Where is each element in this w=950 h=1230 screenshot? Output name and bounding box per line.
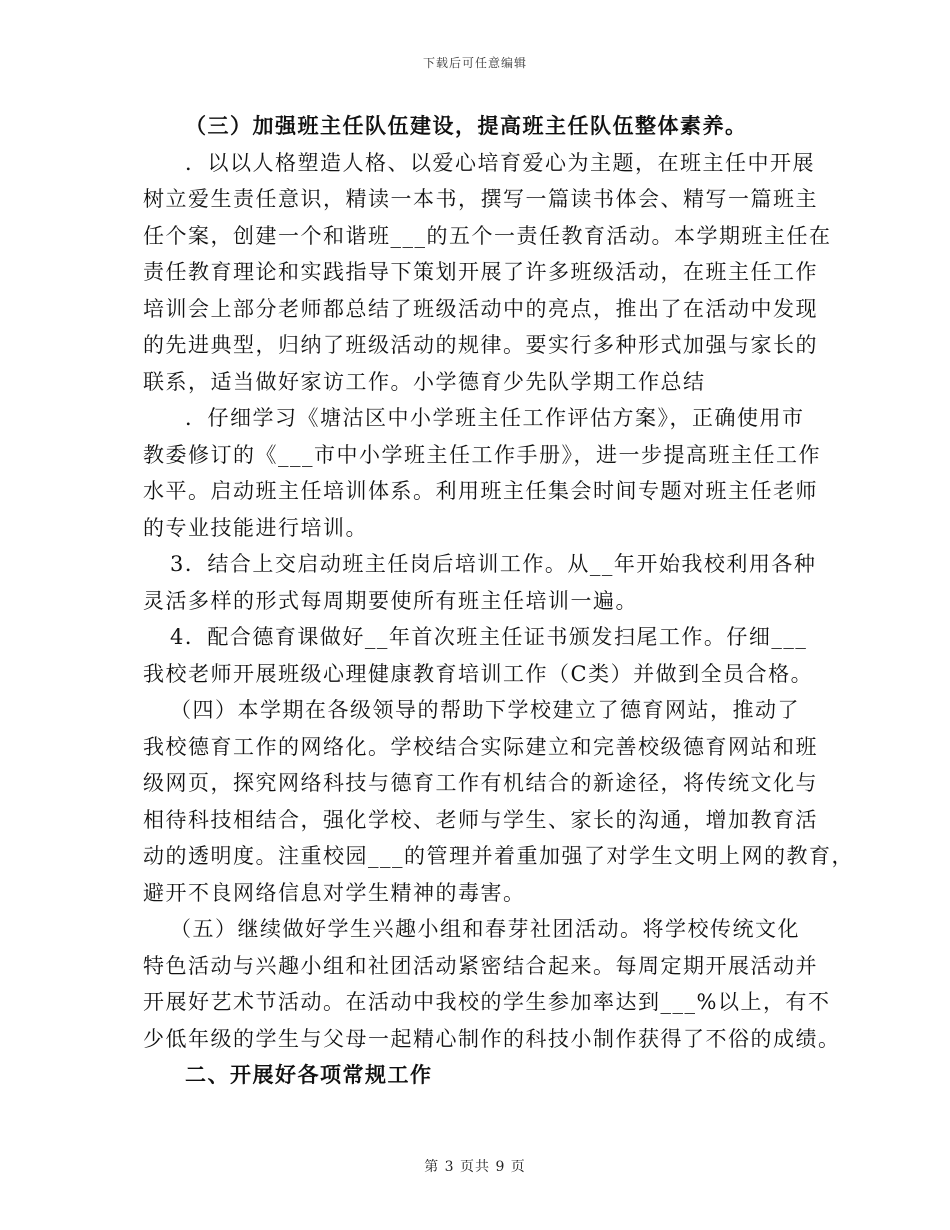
paragraph-line: 级网页，探究网络科技与德育工作有机结合的新途径，将传统文化与	[143, 771, 818, 795]
paragraph-line: ．以以人格塑造人格、以爱心培育爱心为主题，在班主任中开展	[185, 150, 815, 175]
section-heading-3: （三）加强班主任队伍建设，提高班主任队伍整体素养。	[185, 113, 748, 138]
paragraph-line: 的先进典型，归纳了班级活动的规律。要实行多种形式加强与家长的	[143, 333, 818, 357]
paragraph-line: 相待科技相结合，强化学校、老师与学生、家长的沟通，增加教育活	[143, 807, 818, 832]
paragraph-line: 联系，适当做好家访工作。小学德育少先队学期工作总结	[143, 369, 706, 394]
paragraph-line: 的专业技能进行培训。	[143, 515, 368, 540]
paragraph-line: 培训会上部分老师都总结了班级活动中的亮点，推出了在活动中发现	[143, 296, 818, 321]
document-body	[143, 108, 854, 1094]
paragraph-line: （四）本学期在各级领导的帮助下学校建立了德育网站，推动了	[170, 698, 800, 722]
paragraph-line: 少低年级的学生与父母一起精心制作的科技小制作获得了不俗的成绩。	[143, 1026, 841, 1051]
paragraph-line: 开展好艺术节活动。在活动中我校的学生参加率达到___%以上，有不	[143, 990, 831, 1014]
paragraph-line: 责任教育理论和实践指导下策划开展了许多班级活动，在班主任工作	[143, 260, 818, 284]
paragraph-line: 水平。启动班主任培训体系。利用班主任集会时间专题对班主任老师	[143, 479, 818, 503]
paragraph-line: 教委修订的《___市中小学班主任工作手册》，进一步提高班主任工作	[143, 442, 821, 467]
page-header: 下载后可任意编辑	[422, 56, 527, 70]
paragraph-line: 任个案，创建一个和谐班___的五个一责任教育活动。本学期班主任在	[143, 223, 832, 248]
paragraph-line: 树立爱生责任意识，精读一本书，撰写一篇读书体会、精写一篇班主	[143, 187, 818, 211]
paragraph-line: 灵活多样的形式每周期要使所有班主任培训一遍。	[143, 588, 638, 613]
section-heading-2: 二、开展好各项常规工作	[185, 1062, 433, 1087]
paragraph-line: （五）继续做好学生兴趣小组和春芽社团活动。将学校传统文化	[170, 917, 800, 941]
paragraph-line: 4．配合德育课做好__年首次班主任证书颁发扫尾工作。仔细___	[170, 625, 808, 649]
paragraph-line: 避开不良网络信息对学生精神的毒害。	[143, 880, 526, 905]
paragraph-line: ．仔细学习《塘沽区中小学班主任工作评估方案》，正确使用市	[185, 406, 805, 430]
page-footer: 第 3 页共 9 页	[424, 1159, 526, 1175]
paragraph-line: 3．结合上交启动班主任岗后培训工作。从__年开始我校利用各种	[170, 552, 817, 576]
paragraph-line: 我校老师开展班级心理健康教育培训工作（C类）并做到全员合格。	[143, 661, 814, 686]
paragraph-line: 我校德育工作的网络化。学校结合实际建立和完善校级德育网站和班	[143, 734, 818, 759]
paragraph-line: 动的透明度。注重校园___的管理并着重加强了对学生文明上网的教育，	[143, 844, 854, 868]
paragraph-line: 特色活动与兴趣小组和社团活动紧密结合起来。每周定期开展活动并	[143, 953, 818, 978]
